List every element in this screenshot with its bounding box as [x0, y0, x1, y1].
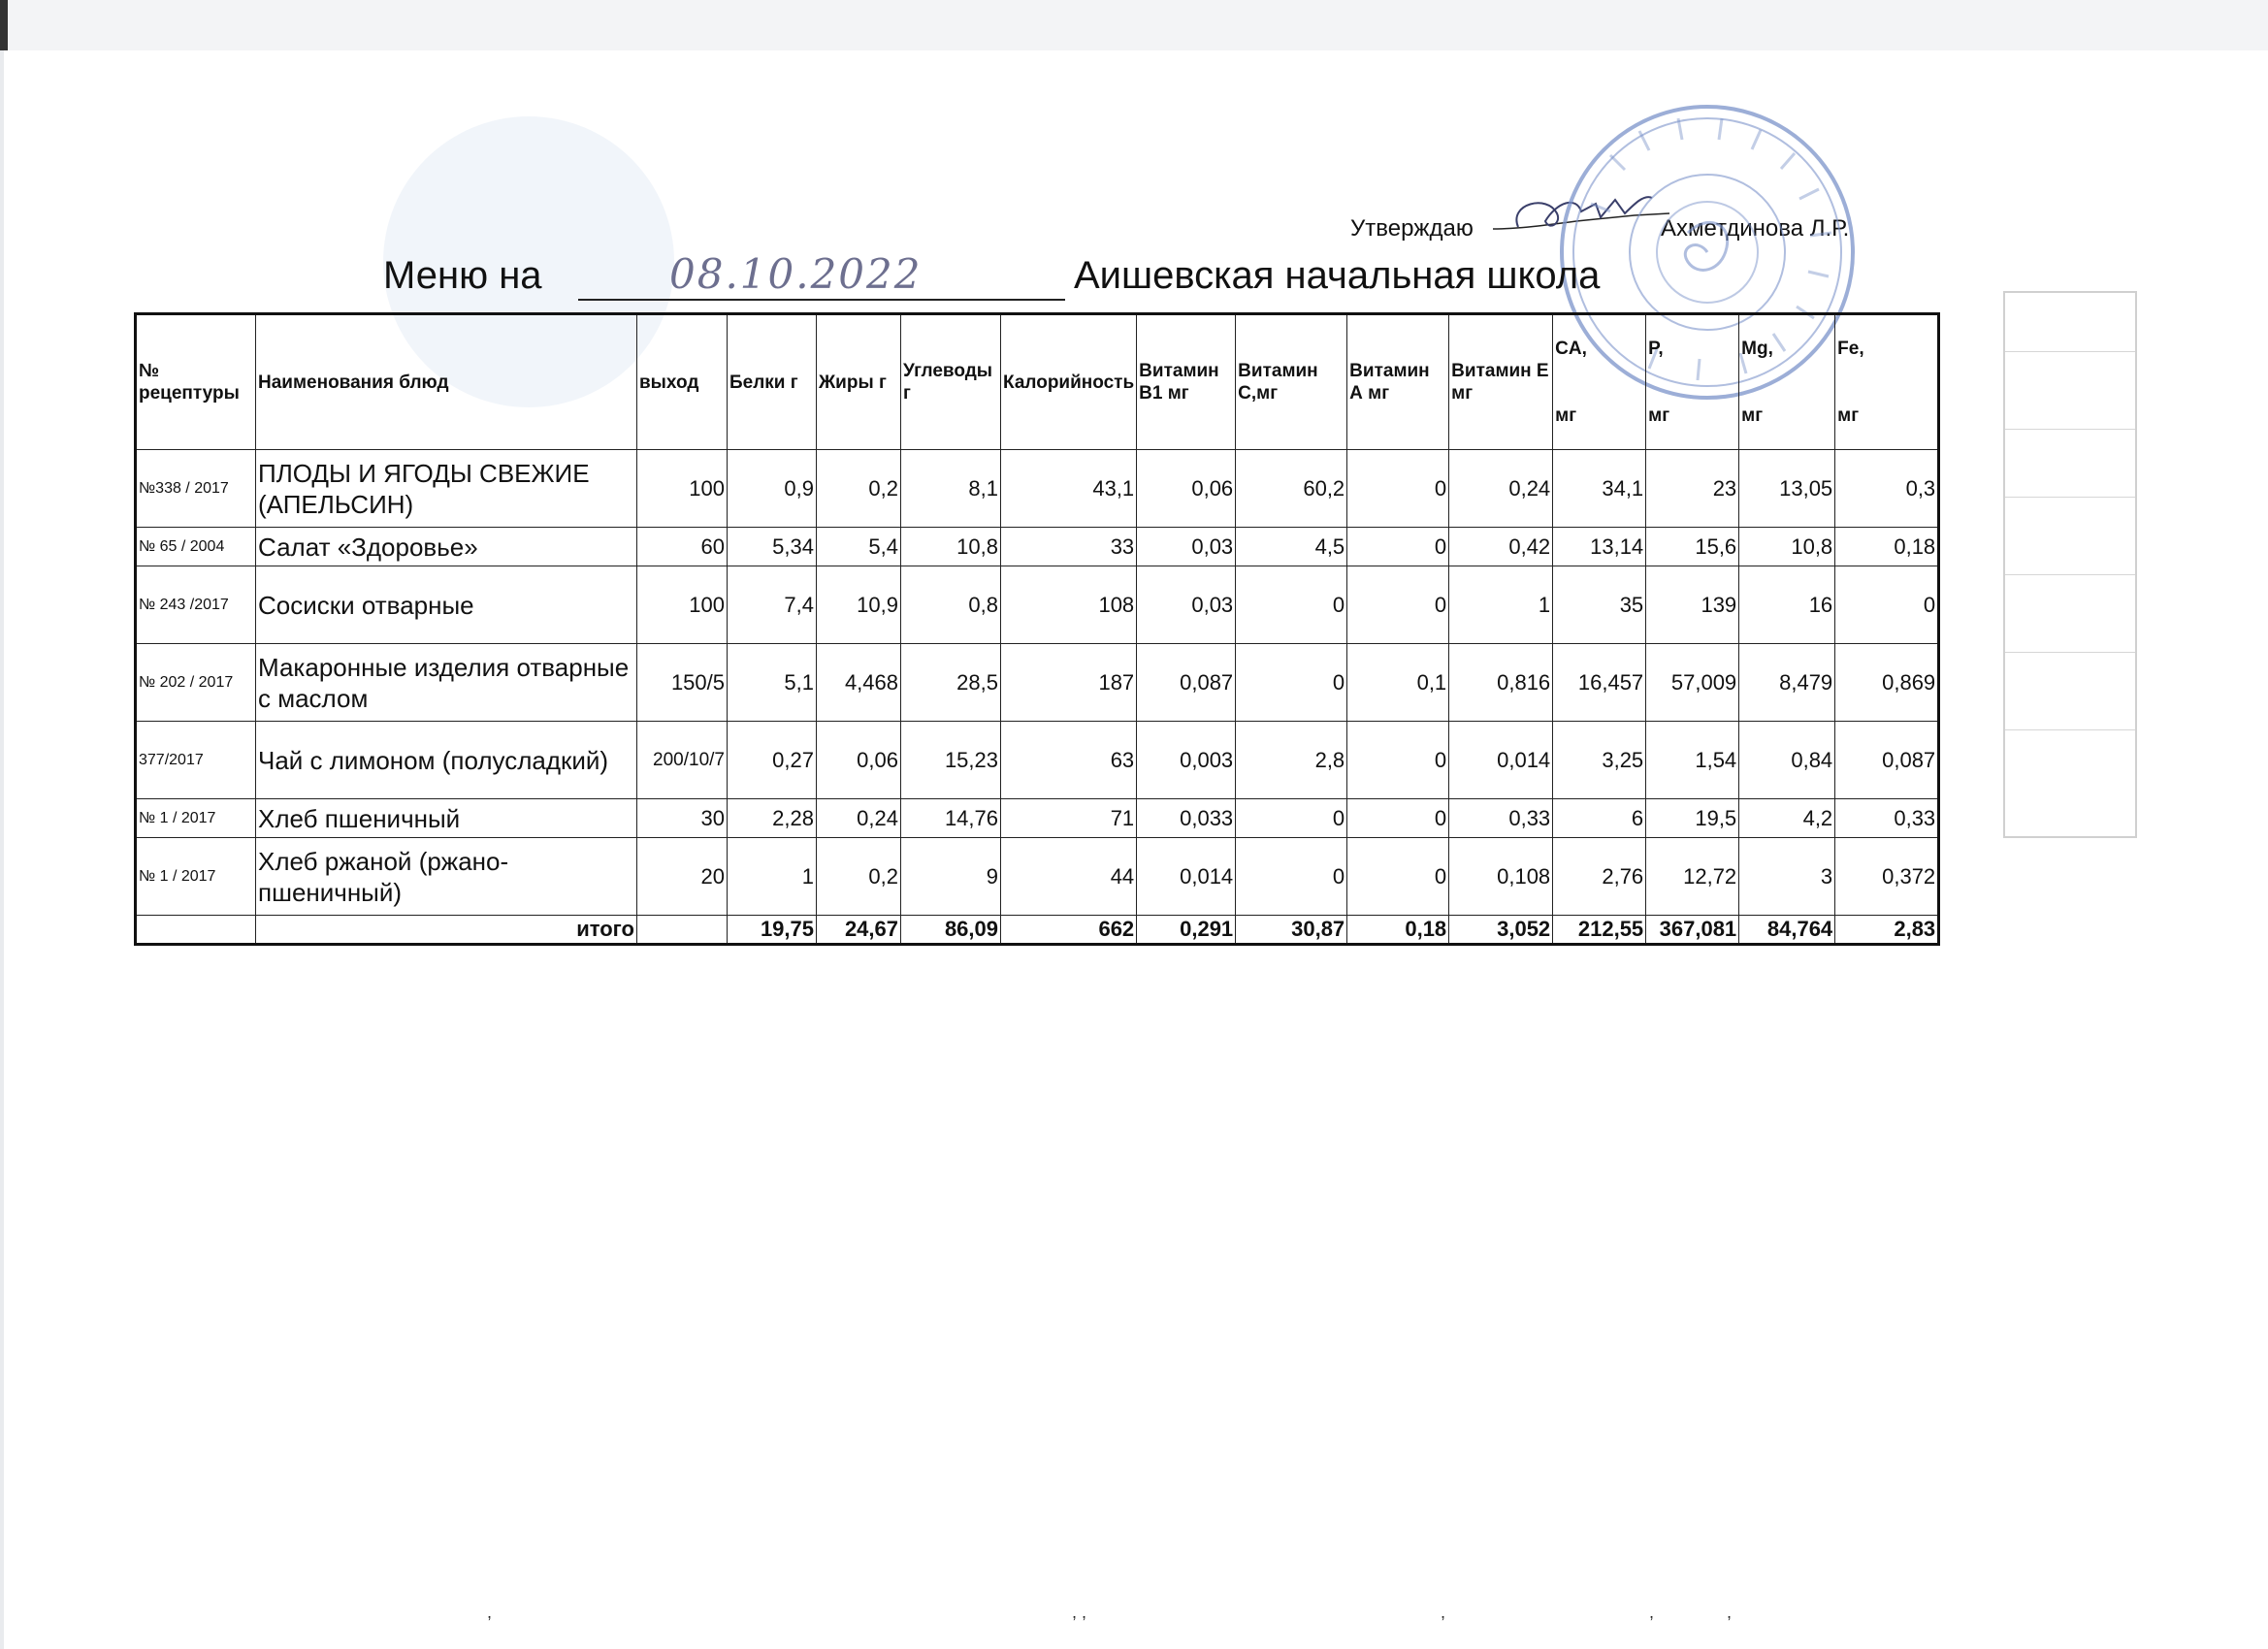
carbs-cell: 8,1 [901, 450, 1001, 528]
scan-speck: , [487, 1602, 493, 1622]
fat-cell: 10,9 [817, 566, 901, 644]
header-vitamin-e: Витамин Е мг [1449, 314, 1553, 450]
date-underline [578, 299, 1065, 301]
output-cell: 100 [637, 566, 728, 644]
table-row [136, 644, 1939, 722]
fat-cell: 0,2 [817, 838, 901, 916]
total-fat: 24,67 [817, 916, 901, 945]
total-iron: 2,83 [1835, 916, 1939, 945]
calcium-cell: 35 [1553, 566, 1646, 644]
protein-cell: 0,27 [728, 722, 817, 799]
output-cell: 60 [637, 528, 728, 566]
total-vitamin-e: 3,052 [1449, 916, 1553, 945]
header-magnesium-label: Mg, [1741, 339, 1773, 359]
menu-table [134, 312, 1940, 946]
vitamin-c-cell: 4,5 [1236, 528, 1347, 566]
recipe-number: № 1 / 2017 [136, 838, 256, 916]
iron-cell: 0,087 [1835, 722, 1939, 799]
dish-name-cell [256, 528, 637, 566]
iron-cell: 0,33 [1835, 799, 1939, 838]
vitamin-a-cell: 0 [1347, 799, 1449, 838]
table-row [136, 838, 1939, 916]
header-row [136, 314, 1939, 450]
dish-name: Чай с лимоном (полусладкий) [258, 745, 609, 775]
vitamin-a-cell: 0 [1347, 566, 1449, 644]
header-calories: Калорийность [1001, 314, 1137, 450]
magnesium-cell: 13,05 [1739, 450, 1835, 528]
vitamin-e-cell: 0,014 [1449, 722, 1553, 799]
magnesium-cell: 3 [1739, 838, 1835, 916]
vitamin-a-cell: 0 [1347, 722, 1449, 799]
header-calcium [1553, 314, 1646, 450]
phosphorus-cell: 19,5 [1646, 799, 1739, 838]
protein-cell: 2,28 [728, 799, 817, 838]
vitamin-a-cell: 0,1 [1347, 644, 1449, 722]
school-name: Аишевская начальная школа [1074, 254, 1601, 297]
recipe-number: № 202 / 2017 [136, 644, 256, 722]
table-row [136, 528, 1939, 566]
phosphorus-cell: 139 [1646, 566, 1739, 644]
vitamin-a-cell: 0 [1347, 838, 1449, 916]
total-output-empty [637, 916, 728, 945]
vitamin-b1-cell: 0,03 [1137, 566, 1236, 644]
dish-name: Салат «Здоровье» [258, 532, 478, 562]
total-vitamin-c: 30,87 [1236, 916, 1347, 945]
total-carbs: 86,09 [901, 916, 1001, 945]
header-protein: Белки г [728, 314, 817, 450]
dish-name: Хлеб пшеничный [258, 803, 461, 833]
carbs-cell: 15,23 [901, 722, 1001, 799]
dish-name-cell [256, 566, 637, 644]
bleed-through-table [2003, 291, 2137, 838]
fat-cell: 0,2 [817, 450, 901, 528]
total-calcium: 212,55 [1553, 916, 1646, 945]
vitamin-c-cell: 60,2 [1236, 450, 1347, 528]
table-row [136, 799, 1939, 838]
fat-cell: 5,4 [817, 528, 901, 566]
dish-name-cell [256, 450, 637, 528]
scan-speck: , [1649, 1602, 1655, 1622]
output-cell: 100 [637, 450, 728, 528]
vitamin-b1-cell: 0,06 [1137, 450, 1236, 528]
calories-cell: 33 [1001, 528, 1137, 566]
vitamin-b1-cell: 0,087 [1137, 644, 1236, 722]
output-cell: 150/5 [637, 644, 728, 722]
scan-top-border [0, 0, 2268, 50]
total-label: итого [256, 916, 637, 945]
table-row [136, 566, 1939, 644]
magnesium-cell: 10,8 [1739, 528, 1835, 566]
header-phosphorus [1646, 314, 1739, 450]
header-magnesium [1739, 314, 1835, 450]
header-iron [1835, 314, 1939, 450]
header-output: выход [637, 314, 728, 450]
vitamin-c-cell: 0 [1236, 799, 1347, 838]
calories-cell: 71 [1001, 799, 1137, 838]
recipe-number: №338 / 2017 [136, 450, 256, 528]
scan-speck: , [1727, 1602, 1733, 1622]
vitamin-e-cell: 0,816 [1449, 644, 1553, 722]
magnesium-cell: 16 [1739, 566, 1835, 644]
vitamin-c-cell: 0 [1236, 644, 1347, 722]
header-calcium-unit: мг [1555, 405, 1577, 426]
magnesium-cell: 4,2 [1739, 799, 1835, 838]
calories-cell: 43,1 [1001, 450, 1137, 528]
phosphorus-cell: 23 [1646, 450, 1739, 528]
calories-cell: 63 [1001, 722, 1137, 799]
header-dish-name: Наименования блюд [256, 314, 637, 450]
total-vitamin-a: 0,18 [1347, 916, 1449, 945]
output-cell: 30 [637, 799, 728, 838]
vitamin-e-cell: 0,108 [1449, 838, 1553, 916]
dish-note: (ржано-пшеничный) [258, 846, 509, 907]
header-phosphorus-unit: мг [1648, 405, 1670, 426]
total-vitamin-b1: 0,291 [1137, 916, 1236, 945]
output-cell: 200/10/7 [637, 722, 728, 799]
magnesium-cell: 8,479 [1739, 644, 1835, 722]
vitamin-c-cell: 0 [1236, 566, 1347, 644]
header-carbs: Углеводы г [901, 314, 1001, 450]
vitamin-c-cell: 2,8 [1236, 722, 1347, 799]
recipe-number: № 243 /2017 [136, 566, 256, 644]
header-fat: Жиры г [817, 314, 901, 450]
total-phosphorus: 367,081 [1646, 916, 1739, 945]
calcium-cell: 3,25 [1553, 722, 1646, 799]
header-magnesium-unit: мг [1741, 405, 1764, 426]
header-iron-label: Fe, [1837, 339, 1864, 359]
phosphorus-cell: 15,6 [1646, 528, 1739, 566]
scan-speck: , , [1072, 1602, 1087, 1622]
fat-cell: 0,06 [817, 722, 901, 799]
vitamin-e-cell: 0,42 [1449, 528, 1553, 566]
calories-cell: 44 [1001, 838, 1137, 916]
vitamin-e-cell: 0,24 [1449, 450, 1553, 528]
dish-name: Хлеб ржаной [258, 846, 412, 876]
dish-name-cell [256, 799, 637, 838]
protein-cell: 0,9 [728, 450, 817, 528]
vitamin-a-cell: 0 [1347, 528, 1449, 566]
fat-cell: 4,468 [817, 644, 901, 722]
iron-cell: 0,18 [1835, 528, 1939, 566]
vitamin-b1-cell: 0,014 [1137, 838, 1236, 916]
scan-speck: , [1441, 1602, 1446, 1622]
fat-cell: 0,24 [817, 799, 901, 838]
dish-name: Макаронные изделия отварные с маслом [258, 652, 630, 713]
dish-name-cell [256, 722, 637, 799]
title-prefix: Меню на [383, 254, 542, 297]
protein-cell: 5,34 [728, 528, 817, 566]
total-protein: 19,75 [728, 916, 817, 945]
header-recipe: № рецептуры [136, 314, 256, 450]
protein-cell: 1 [728, 838, 817, 916]
total-magnesium: 84,764 [1739, 916, 1835, 945]
calcium-cell: 34,1 [1553, 450, 1646, 528]
recipe-number: № 1 / 2017 [136, 799, 256, 838]
iron-cell: 0,372 [1835, 838, 1939, 916]
header-iron-unit: мг [1837, 405, 1860, 426]
protein-cell: 5,1 [728, 644, 817, 722]
output-cell: 20 [637, 838, 728, 916]
table-row [136, 722, 1939, 799]
magnesium-cell: 0,84 [1739, 722, 1835, 799]
handwritten-date: 08.10.2022 [669, 250, 923, 298]
total-empty-cell [136, 916, 256, 945]
vitamin-b1-cell: 0,03 [1137, 528, 1236, 566]
table-row [136, 450, 1939, 528]
carbs-cell: 0,8 [901, 566, 1001, 644]
iron-cell: 0 [1835, 566, 1939, 644]
calcium-cell: 16,457 [1553, 644, 1646, 722]
recipe-number: 377/2017 [136, 722, 256, 799]
carbs-cell: 10,8 [901, 528, 1001, 566]
vitamin-e-cell: 0,33 [1449, 799, 1553, 838]
carbs-cell: 14,76 [901, 799, 1001, 838]
iron-cell: 0,869 [1835, 644, 1939, 722]
calories-cell: 187 [1001, 644, 1137, 722]
phosphorus-cell: 57,009 [1646, 644, 1739, 722]
vitamin-e-cell: 1 [1449, 566, 1553, 644]
scan-corner-mark [0, 0, 8, 50]
vitamin-b1-cell: 0,003 [1137, 722, 1236, 799]
vitamin-c-cell: 0 [1236, 838, 1347, 916]
header-vitamin-b1: Витамин В1 мг [1137, 314, 1236, 450]
dish-name-cell [256, 644, 637, 722]
approval-label: Утверждаю [1350, 215, 1474, 242]
total-calories: 662 [1001, 916, 1137, 945]
protein-cell: 7,4 [728, 566, 817, 644]
header-phosphorus-label: P, [1648, 339, 1664, 359]
carbs-cell: 28,5 [901, 644, 1001, 722]
header-vitamin-c: Витамин С,мг [1236, 314, 1347, 450]
vitamin-b1-cell: 0,033 [1137, 799, 1236, 838]
calcium-cell: 13,14 [1553, 528, 1646, 566]
header-vitamin-a: Витамин А мг [1347, 314, 1449, 450]
dish-name-cell [256, 838, 637, 916]
header-calcium-label: CA, [1555, 339, 1587, 359]
approver-name: Ахметдинова Л.Р. [1661, 215, 1850, 242]
calories-cell: 108 [1001, 566, 1137, 644]
total-row [136, 916, 1939, 945]
iron-cell: 0,3 [1835, 450, 1939, 528]
phosphorus-cell: 12,72 [1646, 838, 1739, 916]
calcium-cell: 6 [1553, 799, 1646, 838]
vitamin-a-cell: 0 [1347, 450, 1449, 528]
carbs-cell: 9 [901, 838, 1001, 916]
phosphorus-cell: 1,54 [1646, 722, 1739, 799]
recipe-number: № 65 / 2004 [136, 528, 256, 566]
dish-name: ПЛОДЫ И ЯГОДЫ СВЕЖИЕ (АПЕЛЬСИН) [258, 458, 590, 519]
scan-left-edge [0, 50, 4, 1649]
dish-name: Сосиски отварные [258, 590, 474, 620]
calcium-cell: 2,76 [1553, 838, 1646, 916]
